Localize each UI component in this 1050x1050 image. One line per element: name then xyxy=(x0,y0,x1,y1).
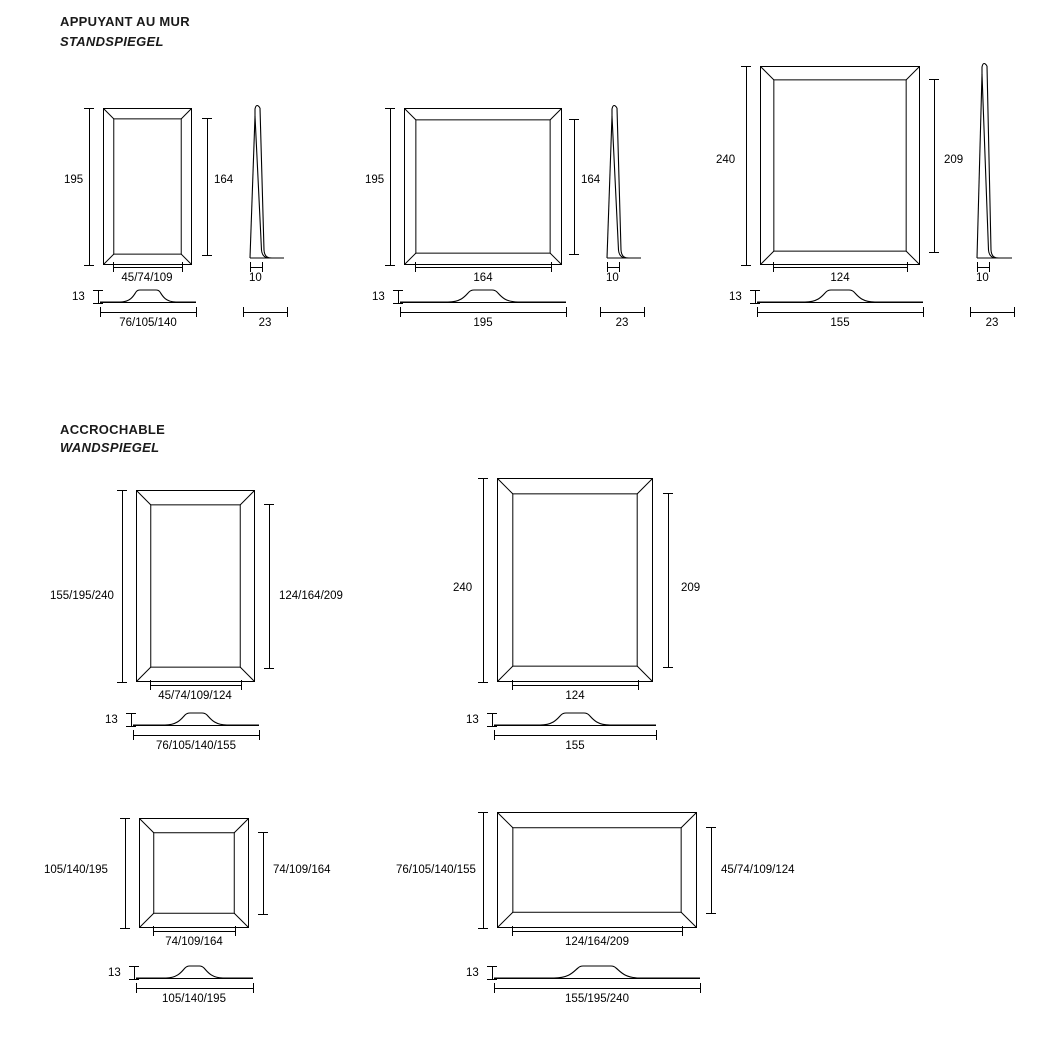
dim-tick xyxy=(258,914,268,915)
dim-tick xyxy=(196,307,197,317)
dim-tick xyxy=(287,307,288,317)
mirror-front-wall-landscape xyxy=(497,812,697,928)
section-title-standspiegel-de: STANDSPIEGEL xyxy=(60,34,164,49)
dim-tick xyxy=(117,490,127,491)
side-view-stand-portrait xyxy=(248,100,288,265)
dim-line-v xyxy=(134,966,135,979)
mirror-front-wall-small-square xyxy=(139,818,249,928)
base-profile-wall-portrait xyxy=(133,712,259,726)
dim-tick xyxy=(385,108,395,109)
dim-tick xyxy=(750,303,760,304)
dim-line-h xyxy=(250,267,262,268)
dim-inner-height-wall-portrait: 124/164/209 xyxy=(279,590,343,602)
dim-tick xyxy=(129,979,139,980)
dim-inner-height-wall-landscape: 45/74/109/124 xyxy=(721,864,795,876)
dim-line-v xyxy=(207,118,208,255)
dim-tick xyxy=(153,926,154,936)
dim-tick xyxy=(126,726,136,727)
dim-tick xyxy=(741,265,751,266)
bevel-lines xyxy=(405,109,561,264)
dim-tick xyxy=(264,668,274,669)
dim-tick xyxy=(126,713,136,714)
dim-tick xyxy=(551,262,552,272)
dim-inner-width-stand-large: 124 xyxy=(830,272,850,284)
dim-tick xyxy=(494,730,495,740)
dim-tick xyxy=(773,262,774,272)
dim-line-v xyxy=(492,713,493,726)
dim-base-height-stand-square: 13 xyxy=(372,291,385,303)
dim-line-h xyxy=(136,988,253,989)
dim-tick xyxy=(487,966,497,967)
dim-tick xyxy=(120,928,130,929)
dim-outer-height-stand-large: 240 xyxy=(716,154,736,166)
dim-tick xyxy=(619,262,620,272)
dim-line-h xyxy=(600,312,644,313)
dim-line-v xyxy=(755,290,756,303)
dim-depth-top-stand-large: 10 xyxy=(976,272,989,284)
dim-base-depth-stand-portrait: 23 xyxy=(258,317,272,329)
dim-tick xyxy=(1014,307,1015,317)
dim-tick xyxy=(682,926,683,936)
section-title-standspiegel-fr: APPUYANT AU MUR xyxy=(60,14,190,29)
dim-tick xyxy=(663,667,673,668)
dim-tick xyxy=(741,66,751,67)
dim-line-v xyxy=(131,713,132,726)
dim-line-h xyxy=(150,685,241,686)
dim-tick xyxy=(478,682,488,683)
dim-tick xyxy=(393,290,403,291)
dim-tick xyxy=(120,818,130,819)
dim-outer-height-wall-portrait: 155/195/240 xyxy=(50,590,114,602)
dim-tick xyxy=(663,493,673,494)
dim-line-h xyxy=(100,312,196,313)
section-title-wandspiegel-de: WANDSPIEGEL xyxy=(60,440,160,455)
dim-tick xyxy=(566,307,567,317)
dim-tick xyxy=(929,79,939,80)
dim-tick xyxy=(989,262,990,272)
dim-tick xyxy=(84,265,94,266)
dim-line-h xyxy=(512,685,638,686)
dim-tick xyxy=(136,983,137,993)
dim-line-v xyxy=(934,79,935,252)
dim-tick xyxy=(487,726,497,727)
dim-tick xyxy=(93,303,103,304)
dim-outer-width-wall-landscape: 155/195/240 xyxy=(565,993,629,1005)
dim-outer-height-wall-square: 240 xyxy=(453,582,473,594)
dim-line-v xyxy=(98,290,99,303)
mirror-front-wall-square xyxy=(497,478,653,682)
bevel-lines xyxy=(498,813,696,927)
dim-tick xyxy=(129,966,139,967)
dim-tick xyxy=(478,478,488,479)
dim-tick xyxy=(569,254,579,255)
base-profile-wall-small-square xyxy=(136,965,253,979)
dim-tick xyxy=(400,307,401,317)
dim-tick xyxy=(385,265,395,266)
dim-tick xyxy=(113,262,114,272)
dim-line-v xyxy=(269,504,270,668)
dim-tick xyxy=(487,979,497,980)
dim-inner-height-wall-square: 209 xyxy=(681,582,701,594)
dim-tick xyxy=(750,290,760,291)
dim-inner-height-wall-small-square: 74/109/164 xyxy=(273,864,331,876)
base-profile-stand-square xyxy=(400,289,566,303)
mirror-front-stand-square xyxy=(404,108,562,265)
dim-line-h xyxy=(773,267,907,268)
dim-tick xyxy=(929,252,939,253)
dim-tick xyxy=(250,262,251,272)
dim-inner-height-stand-square: 164 xyxy=(581,174,601,186)
dim-line-h xyxy=(757,312,923,313)
dim-outer-width-wall-portrait: 76/105/140/155 xyxy=(156,740,236,752)
dim-line-v xyxy=(483,812,484,928)
dim-line-h xyxy=(607,267,619,268)
dim-tick xyxy=(133,730,134,740)
dim-line-v xyxy=(125,818,126,928)
dim-outer-height-wall-small-square: 105/140/195 xyxy=(44,864,108,876)
dim-line-h xyxy=(400,312,566,313)
dim-tick xyxy=(600,307,601,317)
dim-base-height-wall-small-square: 13 xyxy=(108,967,121,979)
dim-tick xyxy=(700,983,701,993)
dim-base-height-stand-portrait: 13 xyxy=(72,291,85,303)
dim-tick xyxy=(638,680,639,690)
dim-inner-width-wall-portrait: 45/74/109/124 xyxy=(158,690,232,702)
base-profile-stand-large xyxy=(757,289,923,303)
dim-tick xyxy=(415,262,416,272)
base-profile-wall-square xyxy=(494,712,656,726)
dim-inner-width-wall-square: 124 xyxy=(565,690,585,702)
dim-line-v xyxy=(711,827,712,913)
dim-line-h xyxy=(133,735,259,736)
dim-tick xyxy=(644,307,645,317)
mirror-front-stand-large xyxy=(760,66,920,265)
bevel-lines xyxy=(104,109,191,264)
dim-tick xyxy=(706,913,716,914)
dim-inner-height-stand-portrait: 164 xyxy=(214,174,234,186)
dim-line-v xyxy=(122,490,123,682)
base-profile-stand-portrait xyxy=(100,289,196,303)
dim-line-v xyxy=(492,966,493,979)
dim-tick xyxy=(182,262,183,272)
dim-depth-top-stand-square: 10 xyxy=(606,272,619,284)
dim-base-height-wall-square: 13 xyxy=(466,714,479,726)
dim-tick xyxy=(706,827,716,828)
dim-line-v xyxy=(89,108,90,265)
dim-outer-width-stand-square: 195 xyxy=(473,317,493,329)
dim-base-height-stand-large: 13 xyxy=(729,291,742,303)
dim-line-v xyxy=(398,290,399,303)
dim-tick xyxy=(243,307,244,317)
dim-tick xyxy=(258,832,268,833)
dim-tick xyxy=(264,504,274,505)
dim-outer-height-stand-square: 195 xyxy=(365,174,385,186)
dim-inner-width-stand-square: 164 xyxy=(473,272,493,284)
bevel-lines xyxy=(137,491,254,681)
dim-tick xyxy=(235,926,236,936)
dim-tick xyxy=(259,730,260,740)
dim-tick xyxy=(569,119,579,120)
dim-line-v xyxy=(483,478,484,682)
dim-line-h xyxy=(970,312,1014,313)
dim-tick xyxy=(100,307,101,317)
mirror-front-stand-portrait xyxy=(103,108,192,265)
dim-line-h xyxy=(494,735,656,736)
dim-tick xyxy=(117,682,127,683)
section-title-wandspiegel-fr: ACCROCHABLE xyxy=(60,422,166,437)
dim-tick xyxy=(150,680,151,690)
dim-line-v xyxy=(574,119,575,254)
dim-inner-height-stand-large: 209 xyxy=(944,154,964,166)
dim-tick xyxy=(607,262,608,272)
dim-inner-width-stand-portrait: 45/74/109 xyxy=(121,272,173,284)
bevel-lines xyxy=(498,479,652,681)
dim-line-v xyxy=(390,108,391,265)
dim-line-v xyxy=(668,493,669,667)
dim-inner-width-wall-landscape: 124/164/209 xyxy=(565,936,629,948)
dim-tick xyxy=(241,680,242,690)
dim-inner-width-wall-small-square: 74/109/164 xyxy=(165,936,223,948)
dim-tick xyxy=(494,983,495,993)
dim-line-h xyxy=(153,931,235,932)
bevel-lines xyxy=(761,67,919,264)
dim-tick xyxy=(478,928,488,929)
dim-base-depth-stand-square: 23 xyxy=(615,317,629,329)
dim-outer-height-wall-landscape: 76/105/140/155 xyxy=(396,864,476,876)
dim-tick xyxy=(253,983,254,993)
dim-line-h xyxy=(977,267,989,268)
mirror-front-wall-portrait xyxy=(136,490,255,682)
dim-line-h xyxy=(113,267,182,268)
dim-depth-top-stand-portrait: 10 xyxy=(249,272,262,284)
dim-tick xyxy=(977,262,978,272)
dim-line-h xyxy=(512,931,682,932)
dim-line-v xyxy=(746,66,747,265)
side-view-stand-square xyxy=(605,100,645,265)
dim-tick xyxy=(757,307,758,317)
dim-tick xyxy=(202,255,212,256)
side-view-stand-large xyxy=(975,58,1017,266)
dim-outer-width-stand-portrait: 76/105/140 xyxy=(119,317,177,329)
dim-tick xyxy=(93,290,103,291)
dim-tick xyxy=(970,307,971,317)
dim-tick xyxy=(923,307,924,317)
dim-tick xyxy=(84,108,94,109)
dim-outer-height-stand-portrait: 195 xyxy=(64,174,84,186)
dim-base-height-wall-portrait: 13 xyxy=(105,714,118,726)
dim-line-h xyxy=(494,988,700,989)
dim-line-v xyxy=(263,832,264,914)
dim-tick xyxy=(478,812,488,813)
bevel-lines xyxy=(140,819,248,927)
dim-outer-width-wall-small-square: 105/140/195 xyxy=(162,993,226,1005)
dim-base-depth-stand-large: 23 xyxy=(985,317,999,329)
dim-tick xyxy=(393,303,403,304)
dim-tick xyxy=(487,713,497,714)
dim-tick xyxy=(512,680,513,690)
base-profile-wall-landscape xyxy=(494,965,700,979)
dim-outer-width-wall-square: 155 xyxy=(565,740,585,752)
dim-line-h xyxy=(415,267,551,268)
dim-tick xyxy=(262,262,263,272)
dim-tick xyxy=(907,262,908,272)
dim-line-h xyxy=(243,312,287,313)
dim-tick xyxy=(656,730,657,740)
dim-tick xyxy=(512,926,513,936)
dim-tick xyxy=(202,118,212,119)
dim-base-height-wall-landscape: 13 xyxy=(466,967,479,979)
dim-outer-width-stand-large: 155 xyxy=(830,317,850,329)
